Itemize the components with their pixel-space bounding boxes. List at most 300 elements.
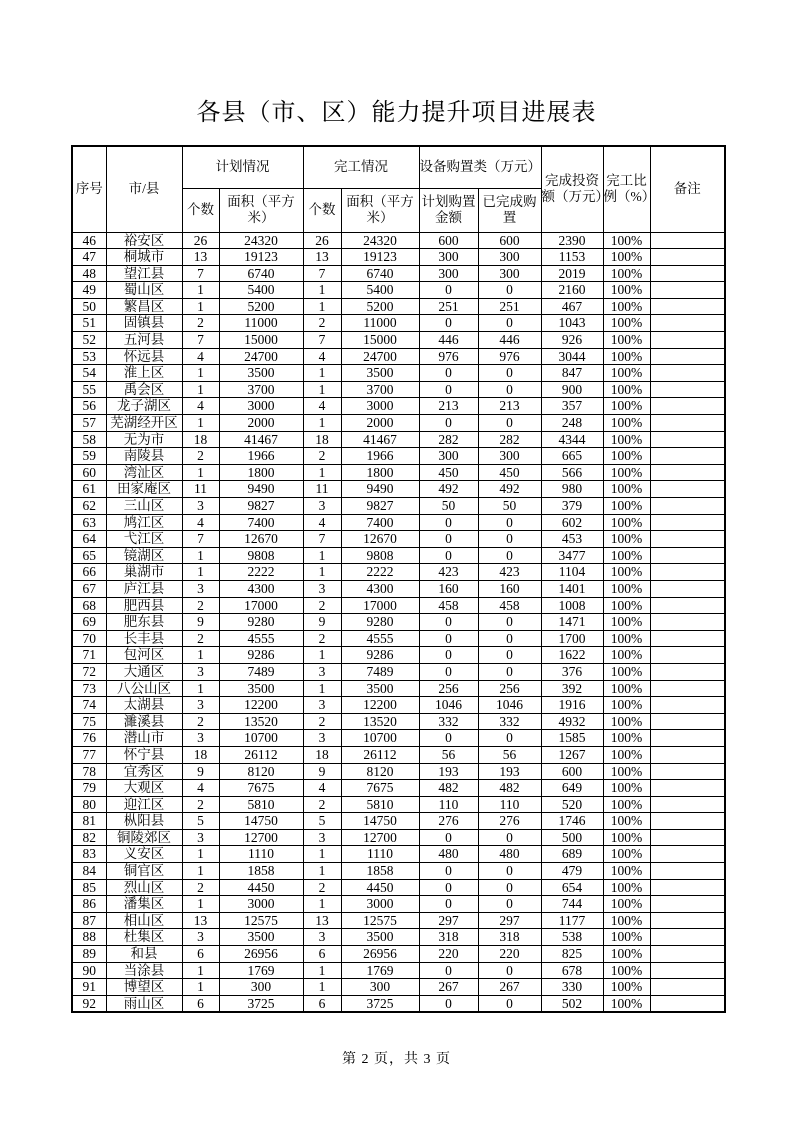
cell-plan-count: 2 bbox=[182, 796, 219, 813]
table-row bbox=[72, 232, 725, 249]
cell-plan-area: 3000 bbox=[219, 896, 303, 913]
cell-done-area: 9827 bbox=[341, 498, 419, 515]
cell-index: 56 bbox=[72, 398, 106, 415]
cell-plan-amount: 0 bbox=[419, 995, 478, 1012]
cell-remark bbox=[650, 746, 725, 763]
cell-plan-amount: 423 bbox=[419, 564, 478, 581]
cell-plan-area: 5810 bbox=[219, 796, 303, 813]
cell-done-area: 3000 bbox=[341, 398, 419, 415]
table-row bbox=[72, 365, 725, 382]
cell-city: 八公山区 bbox=[106, 680, 182, 697]
cell-city: 长丰县 bbox=[106, 630, 182, 647]
cell-done-area: 6740 bbox=[341, 265, 419, 282]
cell-done-area: 3000 bbox=[341, 896, 419, 913]
cell-plan-count: 1 bbox=[182, 564, 219, 581]
cell-remark bbox=[650, 896, 725, 913]
cell-index: 79 bbox=[72, 780, 106, 797]
cell-done-count: 7 bbox=[303, 265, 341, 282]
cell-plan-amount: 446 bbox=[419, 332, 478, 349]
cell-plan-area: 8120 bbox=[219, 763, 303, 780]
cell-done-count: 1 bbox=[303, 647, 341, 664]
cell-plan-count: 7 bbox=[182, 265, 219, 282]
cell-plan-area: 6740 bbox=[219, 265, 303, 282]
cell-purchased: 0 bbox=[478, 829, 541, 846]
cell-investment: 2019 bbox=[541, 265, 603, 282]
cell-city: 濉溪县 bbox=[106, 713, 182, 730]
cell-done-area: 3725 bbox=[341, 995, 419, 1012]
cell-remark bbox=[650, 929, 725, 946]
cell-done-count: 2 bbox=[303, 713, 341, 730]
cell-done-area: 12575 bbox=[341, 912, 419, 929]
table-row bbox=[72, 929, 725, 946]
cell-remark bbox=[650, 531, 725, 548]
cell-plan-amount: 256 bbox=[419, 680, 478, 697]
cell-plan-area: 19123 bbox=[219, 249, 303, 266]
cell-plan-area: 1769 bbox=[219, 962, 303, 979]
cell-done-area: 8120 bbox=[341, 763, 419, 780]
cell-purchased: 110 bbox=[478, 796, 541, 813]
cell-done-count: 4 bbox=[303, 348, 341, 365]
cell-done-area: 12200 bbox=[341, 697, 419, 714]
cell-done-count: 6 bbox=[303, 995, 341, 1012]
cell-city: 无为市 bbox=[106, 431, 182, 448]
col-header-plan-group: 计划情况 bbox=[182, 146, 303, 188]
cell-plan-area: 3500 bbox=[219, 929, 303, 946]
cell-done-count: 5 bbox=[303, 813, 341, 830]
cell-purchased: 251 bbox=[478, 298, 541, 315]
cell-plan-amount: 300 bbox=[419, 265, 478, 282]
cell-purchased: 332 bbox=[478, 713, 541, 730]
cell-plan-area: 9286 bbox=[219, 647, 303, 664]
cell-plan-area: 7400 bbox=[219, 514, 303, 531]
cell-done-area: 1858 bbox=[341, 863, 419, 880]
cell-done-area: 7489 bbox=[341, 663, 419, 680]
col-header-plan-count: 个数 bbox=[182, 188, 219, 232]
cell-remark bbox=[650, 780, 725, 797]
cell-investment: 1267 bbox=[541, 746, 603, 763]
cell-investment: 4932 bbox=[541, 713, 603, 730]
cell-plan-count: 4 bbox=[182, 514, 219, 531]
cell-index: 71 bbox=[72, 647, 106, 664]
table-row bbox=[72, 614, 725, 631]
cell-remark bbox=[650, 995, 725, 1012]
table-row bbox=[72, 879, 725, 896]
cell-done-count: 4 bbox=[303, 514, 341, 531]
table-row bbox=[72, 448, 725, 465]
cell-done-area: 9808 bbox=[341, 547, 419, 564]
cell-ratio: 100% bbox=[603, 946, 650, 963]
cell-done-area: 9280 bbox=[341, 614, 419, 631]
cell-purchased: 450 bbox=[478, 464, 541, 481]
cell-index: 46 bbox=[72, 232, 106, 249]
cell-plan-count: 4 bbox=[182, 780, 219, 797]
cell-index: 77 bbox=[72, 746, 106, 763]
cell-city: 肥东县 bbox=[106, 614, 182, 631]
cell-investment: 3477 bbox=[541, 547, 603, 564]
cell-ratio: 100% bbox=[603, 232, 650, 249]
table-row bbox=[72, 547, 725, 564]
cell-plan-area: 17000 bbox=[219, 597, 303, 614]
cell-purchased: 480 bbox=[478, 846, 541, 863]
cell-done-area: 1769 bbox=[341, 962, 419, 979]
cell-remark bbox=[650, 979, 725, 996]
cell-remark bbox=[650, 829, 725, 846]
cell-city: 固镇县 bbox=[106, 315, 182, 332]
cell-plan-area: 26956 bbox=[219, 946, 303, 963]
cell-index: 83 bbox=[72, 846, 106, 863]
footer-page-number: 第 2 页，共 3 页 bbox=[342, 1052, 451, 1067]
cell-remark bbox=[650, 630, 725, 647]
table-row bbox=[72, 829, 725, 846]
cell-done-count: 9 bbox=[303, 614, 341, 631]
cell-index: 86 bbox=[72, 896, 106, 913]
table-row bbox=[72, 796, 725, 813]
cell-done-area: 5810 bbox=[341, 796, 419, 813]
cell-city: 宜秀区 bbox=[106, 763, 182, 780]
cell-purchased: 976 bbox=[478, 348, 541, 365]
cell-plan-amount: 220 bbox=[419, 946, 478, 963]
cell-remark bbox=[650, 514, 725, 531]
cell-plan-count: 18 bbox=[182, 431, 219, 448]
cell-ratio: 100% bbox=[603, 514, 650, 531]
cell-index: 90 bbox=[72, 962, 106, 979]
cell-plan-amount: 600 bbox=[419, 232, 478, 249]
cell-done-count: 9 bbox=[303, 763, 341, 780]
cell-plan-area: 12575 bbox=[219, 912, 303, 929]
cell-index: 70 bbox=[72, 630, 106, 647]
col-header-ratio: 完工比例（%） bbox=[603, 146, 650, 232]
cell-investment: 744 bbox=[541, 896, 603, 913]
cell-plan-area: 1966 bbox=[219, 448, 303, 465]
cell-purchased: 297 bbox=[478, 912, 541, 929]
cell-done-area: 13520 bbox=[341, 713, 419, 730]
cell-plan-count: 3 bbox=[182, 663, 219, 680]
cell-remark bbox=[650, 796, 725, 813]
cell-index: 82 bbox=[72, 829, 106, 846]
cell-plan-area: 12700 bbox=[219, 829, 303, 846]
cell-investment: 1401 bbox=[541, 580, 603, 597]
cell-ratio: 100% bbox=[603, 398, 650, 415]
cell-plan-area: 15000 bbox=[219, 332, 303, 349]
cell-done-count: 2 bbox=[303, 630, 341, 647]
cell-city: 蜀山区 bbox=[106, 282, 182, 299]
cell-plan-area: 3500 bbox=[219, 680, 303, 697]
cell-done-area: 7400 bbox=[341, 514, 419, 531]
cell-plan-count: 18 bbox=[182, 746, 219, 763]
cell-index: 78 bbox=[72, 763, 106, 780]
cell-purchased: 50 bbox=[478, 498, 541, 515]
cell-done-area: 19123 bbox=[341, 249, 419, 266]
cell-plan-count: 3 bbox=[182, 730, 219, 747]
cell-remark bbox=[650, 249, 725, 266]
cell-purchased: 0 bbox=[478, 415, 541, 432]
cell-city: 肥西县 bbox=[106, 597, 182, 614]
cell-plan-count: 6 bbox=[182, 995, 219, 1012]
cell-plan-area: 12670 bbox=[219, 531, 303, 548]
cell-ratio: 100% bbox=[603, 315, 650, 332]
cell-done-area: 5400 bbox=[341, 282, 419, 299]
cell-city: 淮上区 bbox=[106, 365, 182, 382]
cell-investment: 678 bbox=[541, 962, 603, 979]
cell-plan-area: 24320 bbox=[219, 232, 303, 249]
cell-plan-amount: 300 bbox=[419, 249, 478, 266]
cell-ratio: 100% bbox=[603, 697, 650, 714]
cell-done-area: 1110 bbox=[341, 846, 419, 863]
cell-plan-count: 7 bbox=[182, 332, 219, 349]
cell-plan-area: 3700 bbox=[219, 381, 303, 398]
cell-plan-amount: 0 bbox=[419, 365, 478, 382]
table-row bbox=[72, 398, 725, 415]
col-header-investment: 完成投资额（万元） bbox=[541, 146, 603, 232]
cell-done-count: 1 bbox=[303, 979, 341, 996]
cell-plan-amount: 0 bbox=[419, 614, 478, 631]
cell-ratio: 100% bbox=[603, 979, 650, 996]
col-header-index: 序号 bbox=[72, 146, 106, 232]
cell-done-count: 18 bbox=[303, 746, 341, 763]
cell-plan-amount: 976 bbox=[419, 348, 478, 365]
cell-done-count: 1 bbox=[303, 896, 341, 913]
cell-plan-amount: 482 bbox=[419, 780, 478, 797]
cell-remark bbox=[650, 315, 725, 332]
cell-done-count: 3 bbox=[303, 730, 341, 747]
cell-city: 桐城市 bbox=[106, 249, 182, 266]
cell-done-count: 6 bbox=[303, 946, 341, 963]
cell-ratio: 100% bbox=[603, 713, 650, 730]
cell-city: 五河县 bbox=[106, 332, 182, 349]
cell-plan-count: 2 bbox=[182, 448, 219, 465]
cell-done-area: 26956 bbox=[341, 946, 419, 963]
cell-city: 杜集区 bbox=[106, 929, 182, 946]
cell-done-area: 10700 bbox=[341, 730, 419, 747]
table-row bbox=[72, 564, 725, 581]
table-row bbox=[72, 863, 725, 880]
cell-index: 81 bbox=[72, 813, 106, 830]
cell-plan-count: 1 bbox=[182, 365, 219, 382]
cell-investment: 357 bbox=[541, 398, 603, 415]
cell-remark bbox=[650, 365, 725, 382]
cell-done-count: 1 bbox=[303, 415, 341, 432]
cell-remark bbox=[650, 763, 725, 780]
cell-remark bbox=[650, 448, 725, 465]
cell-investment: 467 bbox=[541, 298, 603, 315]
cell-plan-amount: 318 bbox=[419, 929, 478, 946]
cell-purchased: 0 bbox=[478, 896, 541, 913]
col-header-equip-group: 设备购置类（万元） bbox=[419, 146, 541, 188]
cell-ratio: 100% bbox=[603, 348, 650, 365]
cell-index: 63 bbox=[72, 514, 106, 531]
cell-plan-count: 6 bbox=[182, 946, 219, 963]
cell-ratio: 100% bbox=[603, 962, 650, 979]
cell-ratio: 100% bbox=[603, 580, 650, 597]
table-row bbox=[72, 348, 725, 365]
cell-investment: 248 bbox=[541, 415, 603, 432]
cell-purchased: 492 bbox=[478, 481, 541, 498]
cell-done-count: 2 bbox=[303, 448, 341, 465]
cell-purchased: 0 bbox=[478, 381, 541, 398]
cell-plan-amount: 0 bbox=[419, 630, 478, 647]
cell-investment: 453 bbox=[541, 531, 603, 548]
cell-plan-amount: 300 bbox=[419, 448, 478, 465]
cell-plan-area: 5200 bbox=[219, 298, 303, 315]
cell-purchased: 0 bbox=[478, 863, 541, 880]
cell-city: 博望区 bbox=[106, 979, 182, 996]
cell-city: 禹会区 bbox=[106, 381, 182, 398]
cell-investment: 502 bbox=[541, 995, 603, 1012]
cell-purchased: 600 bbox=[478, 232, 541, 249]
table-row bbox=[72, 813, 725, 830]
col-header-plan-area: 面积（平方米） bbox=[219, 188, 303, 232]
cell-plan-amount: 251 bbox=[419, 298, 478, 315]
cell-city: 怀远县 bbox=[106, 348, 182, 365]
page-title: 各县（市、区）能力提升项目进展表 bbox=[196, 100, 597, 126]
cell-city: 弋江区 bbox=[106, 531, 182, 548]
cell-ratio: 100% bbox=[603, 879, 650, 896]
cell-city: 田家庵区 bbox=[106, 481, 182, 498]
cell-city: 和县 bbox=[106, 946, 182, 963]
cell-done-count: 1 bbox=[303, 547, 341, 564]
cell-plan-amount: 492 bbox=[419, 481, 478, 498]
cell-plan-count: 1 bbox=[182, 979, 219, 996]
cell-remark bbox=[650, 697, 725, 714]
cell-investment: 500 bbox=[541, 829, 603, 846]
cell-plan-area: 14750 bbox=[219, 813, 303, 830]
cell-remark bbox=[650, 962, 725, 979]
cell-purchased: 300 bbox=[478, 265, 541, 282]
cell-done-area: 17000 bbox=[341, 597, 419, 614]
cell-remark bbox=[650, 663, 725, 680]
cell-ratio: 100% bbox=[603, 647, 650, 664]
cell-plan-count: 7 bbox=[182, 531, 219, 548]
cell-ratio: 100% bbox=[603, 431, 650, 448]
cell-remark bbox=[650, 879, 725, 896]
cell-index: 68 bbox=[72, 597, 106, 614]
cell-ratio: 100% bbox=[603, 415, 650, 432]
cell-investment: 689 bbox=[541, 846, 603, 863]
cell-plan-count: 2 bbox=[182, 315, 219, 332]
table-row bbox=[72, 381, 725, 398]
cell-plan-area: 3500 bbox=[219, 365, 303, 382]
cell-plan-count: 1 bbox=[182, 647, 219, 664]
cell-done-area: 15000 bbox=[341, 332, 419, 349]
table-row bbox=[72, 680, 725, 697]
cell-plan-count: 26 bbox=[182, 232, 219, 249]
cell-investment: 330 bbox=[541, 979, 603, 996]
cell-plan-count: 1 bbox=[182, 846, 219, 863]
cell-done-area: 12670 bbox=[341, 531, 419, 548]
cell-investment: 1471 bbox=[541, 614, 603, 631]
cell-plan-amount: 0 bbox=[419, 415, 478, 432]
cell-index: 75 bbox=[72, 713, 106, 730]
cell-ratio: 100% bbox=[603, 663, 650, 680]
cell-city: 鸠江区 bbox=[106, 514, 182, 531]
cell-plan-count: 2 bbox=[182, 879, 219, 896]
cell-index: 61 bbox=[72, 481, 106, 498]
cell-purchased: 0 bbox=[478, 282, 541, 299]
cell-city: 裕安区 bbox=[106, 232, 182, 249]
cell-investment: 379 bbox=[541, 498, 603, 515]
cell-ratio: 100% bbox=[603, 730, 650, 747]
cell-done-count: 11 bbox=[303, 481, 341, 498]
cell-index: 91 bbox=[72, 979, 106, 996]
cell-plan-count: 2 bbox=[182, 597, 219, 614]
cell-ratio: 100% bbox=[603, 912, 650, 929]
cell-plan-amount: 213 bbox=[419, 398, 478, 415]
cell-purchased: 256 bbox=[478, 680, 541, 697]
cell-city: 龙子湖区 bbox=[106, 398, 182, 415]
cell-done-area: 3700 bbox=[341, 381, 419, 398]
cell-plan-area: 11000 bbox=[219, 315, 303, 332]
cell-investment: 1700 bbox=[541, 630, 603, 647]
cell-index: 65 bbox=[72, 547, 106, 564]
cell-investment: 900 bbox=[541, 381, 603, 398]
cell-done-count: 1 bbox=[303, 464, 341, 481]
cell-index: 76 bbox=[72, 730, 106, 747]
cell-plan-count: 1 bbox=[182, 282, 219, 299]
cell-remark bbox=[650, 415, 725, 432]
cell-plan-amount: 0 bbox=[419, 647, 478, 664]
cell-purchased: 318 bbox=[478, 929, 541, 946]
cell-purchased: 160 bbox=[478, 580, 541, 597]
cell-plan-count: 3 bbox=[182, 697, 219, 714]
cell-done-count: 13 bbox=[303, 912, 341, 929]
cell-index: 84 bbox=[72, 863, 106, 880]
col-header-remark: 备注 bbox=[650, 146, 725, 232]
table-row bbox=[72, 332, 725, 349]
cell-ratio: 100% bbox=[603, 829, 650, 846]
table-row bbox=[72, 531, 725, 548]
col-header-done-group: 完工情况 bbox=[303, 146, 419, 188]
cell-plan-amount: 0 bbox=[419, 531, 478, 548]
cell-plan-amount: 110 bbox=[419, 796, 478, 813]
cell-done-count: 2 bbox=[303, 879, 341, 896]
cell-plan-count: 13 bbox=[182, 912, 219, 929]
cell-remark bbox=[650, 946, 725, 963]
cell-plan-count: 1 bbox=[182, 962, 219, 979]
cell-plan-count: 1 bbox=[182, 298, 219, 315]
cell-ratio: 100% bbox=[603, 481, 650, 498]
table-row bbox=[72, 298, 725, 315]
cell-remark bbox=[650, 730, 725, 747]
cell-purchased: 0 bbox=[478, 995, 541, 1012]
cell-done-area: 4555 bbox=[341, 630, 419, 647]
cell-plan-amount: 0 bbox=[419, 962, 478, 979]
cell-ratio: 100% bbox=[603, 929, 650, 946]
table-row bbox=[72, 846, 725, 863]
cell-investment: 1585 bbox=[541, 730, 603, 747]
cell-purchased: 276 bbox=[478, 813, 541, 830]
cell-city: 义安区 bbox=[106, 846, 182, 863]
cell-remark bbox=[650, 846, 725, 863]
cell-city: 太湖县 bbox=[106, 697, 182, 714]
cell-city: 当涂县 bbox=[106, 962, 182, 979]
cell-remark bbox=[650, 580, 725, 597]
cell-ratio: 100% bbox=[603, 464, 650, 481]
cell-ratio: 100% bbox=[603, 564, 650, 581]
table-header bbox=[72, 146, 725, 232]
cell-done-area: 4300 bbox=[341, 580, 419, 597]
table-row bbox=[72, 580, 725, 597]
cell-investment: 479 bbox=[541, 863, 603, 880]
cell-remark bbox=[650, 912, 725, 929]
cell-done-count: 4 bbox=[303, 398, 341, 415]
col-header-plan-amount: 计划购置金额 bbox=[419, 188, 478, 232]
cell-remark bbox=[650, 332, 725, 349]
cell-plan-amount: 0 bbox=[419, 315, 478, 332]
cell-ratio: 100% bbox=[603, 846, 650, 863]
cell-index: 53 bbox=[72, 348, 106, 365]
table-row bbox=[72, 514, 725, 531]
cell-plan-count: 9 bbox=[182, 614, 219, 631]
